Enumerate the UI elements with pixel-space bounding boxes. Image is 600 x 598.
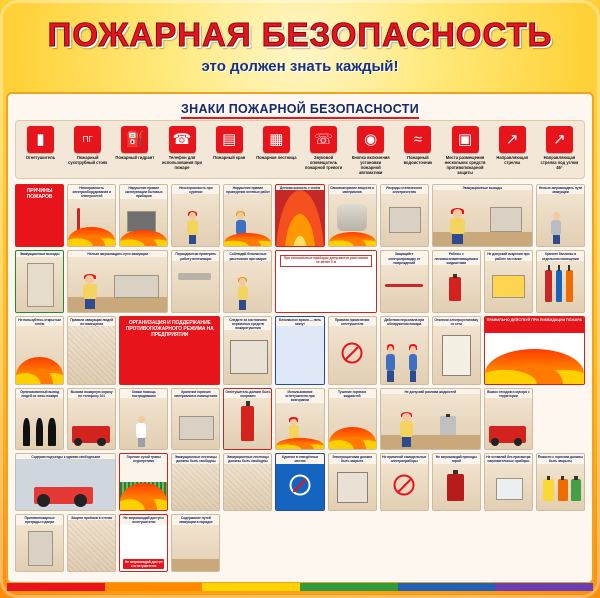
panel-caption: Не допускай разлива жидкостей (404, 390, 456, 395)
panel-caption: Окажи помощь пострадавшим (131, 390, 156, 399)
direction-arrow-sign-icon: ↗ (499, 126, 526, 153)
panel-wiring-protection (380, 250, 429, 312)
panel-caption: Не допускай искрения при работе на станке (487, 252, 530, 261)
panel-caption: Электрощитовая должна быть закрыта (332, 455, 372, 464)
panel-art (68, 326, 115, 384)
panel-heater (484, 453, 533, 511)
panel-causes-header (15, 184, 64, 247)
panel-open-flame (15, 316, 64, 386)
panel-caption: Вывоз отходов и мусора с территории (487, 390, 530, 399)
panel-evac-plan (67, 316, 116, 386)
panel-caption: Организованный вывод людей из зоны пожара (20, 390, 60, 399)
strip-red (7, 583, 105, 591)
sign-item (67, 126, 108, 175)
panel-art (381, 326, 428, 384)
panel-waste-truck (484, 388, 533, 450)
panel-flammable-liquid (432, 250, 481, 312)
panel-caption: Разряды статического электричества (386, 186, 423, 195)
panel-art (172, 194, 219, 246)
panel-caption: Не загромождай доступ к огнетушителю (123, 516, 164, 525)
panel-art (485, 317, 584, 385)
panel-liquid-fire (328, 388, 377, 450)
fire-extinguisher-sign-icon: ▮ (27, 126, 54, 153)
prohibition-icon (342, 342, 363, 363)
panel-caption: ПРИЧИНЫ ПОЖАРОВ (26, 188, 53, 200)
panel-caption: ПРАВИЛЬНО ДЕЙСТВУЙ ПРИ ЛИКВИДАЦИИ ПОЖАРА (486, 317, 583, 322)
panel-art (381, 194, 428, 246)
panel-caption: ОРГАНИЗАЦИЯ И ПОДДЕРЖАНИЕ ПРОТИВОПОЖАРНОГО РЕЖИМА НА ПРЕДПРИЯТИИ (125, 319, 214, 338)
panel-art (329, 398, 376, 449)
panel-gas-cylinders (536, 250, 585, 312)
panel-static-discharge (380, 184, 429, 247)
panel-crates (432, 453, 481, 511)
strip-yellow (202, 583, 300, 591)
panel-caption: Нельзя загромождать пути эвакуации (538, 186, 583, 195)
poster-header (6, 6, 594, 92)
panel-caption: Храните баллоны в отдельном помещении (541, 252, 579, 261)
panel-smoking-carelessness (171, 184, 220, 247)
panel-dry-grass (119, 453, 168, 511)
panel-caption: Защита проёмов в стенах (71, 516, 113, 521)
sign-label: Телефон для использования при пожаре (162, 155, 202, 170)
sign-item (162, 126, 203, 175)
panel-caption: Не оставляй без присмотра нагревательные приборы (486, 455, 531, 464)
panel-caption: Периодически проверять работу вентиляции (175, 252, 217, 261)
panel-art (16, 326, 63, 384)
panel-caption: Работы с легковоспламеняющимися жидкостями (434, 252, 479, 265)
sign-label: Пожарная лестница (256, 155, 297, 160)
panel-children-fire (275, 184, 324, 247)
panel-caption: Правила эвакуации людей из помещения (70, 317, 114, 326)
panel-panel-closed (328, 453, 377, 511)
sign-label: Места размещения нескольких средств противопожарной защиты (444, 155, 486, 175)
panel-art (276, 464, 323, 511)
panel-art (16, 459, 115, 510)
panel-art (537, 464, 584, 511)
panel-caption: Неосторожность при курении (179, 186, 213, 195)
panel-art (276, 190, 323, 246)
panel-art (276, 251, 375, 311)
panel-smoking-area (275, 453, 324, 511)
panel-art (16, 398, 63, 449)
panel-use-extinguisher-2 (275, 388, 324, 450)
panel-call-fire-brigade (67, 388, 116, 450)
sign-item (114, 126, 155, 175)
panel-safe-distance-note (275, 250, 376, 312)
panel-art (381, 265, 428, 311)
fire-alarm-sounder-sign-icon: ☏ (310, 126, 337, 153)
panel-caption: Вызови пожарную охрану по телефону 101 (70, 390, 113, 399)
signs-section-title (15, 102, 585, 116)
panel-homemade-appliance (380, 453, 429, 511)
panel-art (172, 464, 219, 511)
panel-caption: Использование огнетушителя при возгорании (285, 390, 315, 403)
panel-caption: Не загромождай проходы тарой (435, 455, 477, 464)
panel-caption: Горение сухой травы недопустимо (126, 455, 161, 464)
page-title: ПОЖАРНАЯ БЕЗОПАСНОСТЬ (47, 16, 553, 53)
sign-item (256, 126, 297, 175)
sign-label: Пожарный водоисточник (403, 155, 433, 165)
panel-art (381, 464, 428, 511)
panel-caption: Эвакуационные лестницы должны быть свободны (174, 455, 217, 464)
panel-art (433, 265, 480, 311)
panel-machine-sparks (484, 250, 533, 312)
panel-access-road (15, 453, 116, 511)
panel-bottom-stairs (223, 453, 272, 511)
panel-art (224, 194, 271, 246)
panel-hot-works (223, 184, 272, 247)
panel-art (381, 394, 480, 449)
panel-caption: Самовозгорание веществ и материалов (330, 186, 375, 195)
panel-caption: Противопожарные преграды и двери (24, 516, 55, 525)
strip-blue (398, 583, 496, 591)
panel-art (485, 261, 532, 312)
fire-alarm-button-sign-icon: ◉ (357, 126, 384, 153)
panel-art (120, 199, 167, 247)
panel-caption: Правила применения огнетушителя (334, 317, 370, 326)
sign-item (397, 126, 438, 175)
panel-switchboard (432, 316, 481, 386)
fire-phone-sign-icon: ☎ (169, 126, 196, 153)
panel-caption: Ёмкости с горючим должны быть закрыты (538, 455, 583, 464)
strip-violet (495, 583, 593, 591)
fire-ladder-sign-icon: ▦ (263, 126, 290, 153)
panel-art (329, 194, 376, 246)
panel-caption: Хранение горючих материалов в помещениях (174, 390, 218, 399)
panel-caption: Содержи подъезды к зданию свободными (31, 455, 100, 460)
panel-art (433, 190, 532, 246)
panel-first-aid (119, 388, 168, 450)
panel-art (172, 261, 219, 312)
dry-riser-sign-icon: ПГ (74, 126, 101, 153)
panel-caption: Огнетушитель должен быть исправен (225, 390, 271, 399)
panel-self-ignition (328, 184, 377, 247)
panel-correct-actions (484, 316, 585, 386)
panel-caption: Не применяй самодельные электроприборы (382, 455, 427, 464)
panel-caption: Соблюдай безопасные расстояния при сварке (229, 252, 267, 261)
panel-art (172, 398, 219, 449)
panel-static-wide (536, 184, 585, 247)
panel-stairs (171, 453, 220, 511)
panel-caption: Содержание путей эвакуации в порядке (179, 516, 213, 525)
sign-label: Пожарный сухотрубный стояк (68, 155, 108, 165)
panel-art (120, 525, 167, 572)
panel-caption: Эвакуационные выходы (19, 252, 60, 257)
panel-fire-door (15, 514, 64, 572)
panel-caption: Нарушение правил эксплуатации бытовых приборов (124, 186, 163, 199)
panel-caption: Не пользуйтесь открытым огнём (18, 317, 61, 326)
fire-hose-sign-icon: ▤ (216, 126, 243, 153)
sign-label: Направляющая стрелка (496, 155, 529, 165)
panel-art (68, 257, 167, 312)
signs-section-title-text: ЗНАКИ ПОЖАРНОЙ БЕЗОПАСНОСТИ (181, 102, 419, 119)
sign-label: Пожарный гидрант (115, 155, 155, 160)
panel-selfignite-wide (432, 184, 533, 247)
panel-art (68, 520, 115, 571)
panel-note: Не загромождай доступ к огнетушителю (124, 560, 163, 569)
panel-art (120, 398, 167, 449)
sign-label: Огнетушитель (25, 155, 56, 160)
panel-art (16, 257, 63, 312)
panel-caption: Эвакуационные выходы (462, 186, 503, 190)
bottom-color-strip (7, 583, 593, 591)
panel-art (485, 398, 532, 449)
no-smoking-icon (290, 475, 311, 496)
sign-item (445, 126, 486, 175)
panel-caption: Детская шалость с огнём (279, 186, 321, 190)
panel-art (224, 261, 271, 312)
panel-welding-distance (223, 250, 272, 312)
panel-caption: Следите за состоянием первичных средств пожаротушения (229, 317, 267, 330)
sign-item (303, 126, 344, 175)
panel-blocked-escape (67, 250, 168, 312)
panel-art (276, 326, 323, 384)
panel-art (276, 403, 323, 450)
sign-label: Звуковой оповещатель пожарной тревоги (304, 155, 343, 170)
fire-hydrant-sign-icon: ⛽ (121, 126, 148, 153)
panel-corridor (171, 514, 220, 572)
panel-electric-fault (67, 184, 116, 247)
sign-item (539, 126, 580, 175)
panel-caption: Нельзя загромождать пути эвакуации (87, 252, 148, 257)
panel-caption: Безопасное время — пять минут (278, 317, 321, 326)
panel-caption: Неисправность электрооборудования и электросетей (72, 186, 111, 199)
sign-item (350, 126, 391, 175)
panel-firemen-actions (380, 316, 429, 386)
panel-art (224, 330, 271, 384)
panel-evacuate-people (15, 388, 64, 450)
panel-caption: Действия персонала при обнаружении пожара (384, 317, 425, 326)
panel-evacuation-exit (15, 250, 64, 312)
sign-label: Кнопка включения установки пожарной автоматики (351, 155, 390, 175)
panel-caption: Нарушение правил проведения огневых работ (226, 186, 270, 195)
page-subtitle: это должен знать каждый! (201, 58, 399, 75)
panel-drums (536, 453, 585, 511)
illustration-grid (15, 184, 585, 572)
panel-art (68, 199, 115, 247)
panel-art (485, 464, 532, 511)
panel-ventilation (171, 250, 220, 312)
sign-label: Пожарный кран (213, 155, 246, 160)
panel-caption: Отключи электроустановку от сети (434, 317, 479, 326)
fire-safety-signs-strip (15, 120, 585, 179)
strip-orange (105, 583, 203, 591)
panel-extinguisher-access (119, 514, 168, 572)
panel-opening (67, 514, 116, 572)
panel-extinguisher-check (223, 388, 272, 450)
panel-art (224, 398, 271, 449)
strip-green (300, 583, 398, 591)
panel-caption: Курение в отведённых местах (281, 455, 319, 464)
panel-caption: Эвакуационные лестницы должны быть свободны (226, 455, 270, 464)
sign-label: Направляющая стрелка под углом 45° (540, 155, 579, 170)
panel-art (224, 464, 271, 511)
panel-spill-prevention (380, 388, 481, 450)
panel-art (537, 194, 584, 246)
panel-storage (171, 388, 220, 450)
panel-art (537, 261, 584, 312)
sign-item (209, 126, 250, 175)
poster-board (6, 92, 594, 584)
direction-arrow-45-sign-icon: ↗ (546, 126, 573, 153)
panel-art (68, 398, 115, 449)
sign-item (492, 126, 533, 175)
panel-equipment-board (223, 316, 272, 386)
panel-safe-time (275, 316, 324, 386)
prohibition-icon (394, 474, 415, 495)
panel-art (329, 464, 376, 511)
panel-art (120, 464, 167, 511)
panel-caption: Тушение горючих жидкостей (337, 390, 367, 399)
panel-caption: При отключённых приборах допускается расстояние не менее 5 м (280, 255, 371, 267)
multiple-fire-equipment-sign-icon: ▣ (452, 126, 479, 153)
panel-appliance-misuse (119, 184, 168, 247)
panel-use-extinguisher (328, 316, 377, 386)
sign-item (20, 126, 61, 175)
panel-art (433, 326, 480, 384)
panel-art (433, 464, 480, 511)
panel-art (16, 525, 63, 572)
water-source-sign-icon: ≈ (404, 126, 431, 153)
panel-caption: Защищайте электропроводку от повреждений (388, 252, 421, 265)
panel-art (329, 326, 376, 384)
panel-fire-regime-header (119, 316, 220, 386)
panel-art (172, 525, 219, 572)
